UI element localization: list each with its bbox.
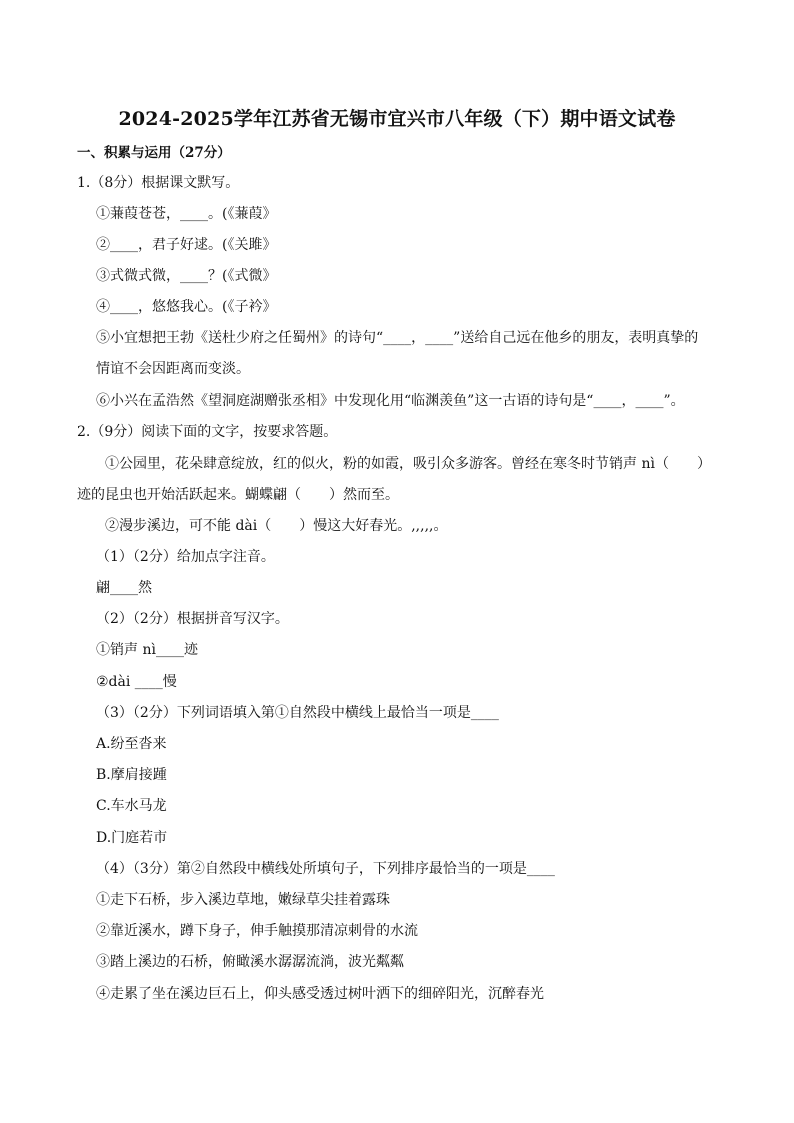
q2-sub-2-b: ②dài ____慢 <box>96 674 177 690</box>
q1-item-5-cont: 情谊不会因距离而变淡。 <box>96 361 250 377</box>
q1-item-6: ⑥小兴在孟浩然《望洞庭湖赠张丞相》中发现化用“临渊羡鱼”这一古语的诗句是“____，____”。 <box>96 393 685 409</box>
q1-item-2: ②____，君子好逑。(《关雎》 <box>96 237 277 253</box>
q1-item-5: ⑤小宜想把王勃《送杜少府之任蜀州》的诗句“____，____”送给自己远在他乡的朋友，表明真挚的 <box>96 330 699 346</box>
q1-item-4: ④____，悠悠我心。(《子衿》 <box>96 299 277 315</box>
q2-sub-1-answer: 翩____然 <box>96 580 152 596</box>
q2-paragraph-2: ②漫步溪边，可不能 dài（ ）慢这大好春光。,,,,,。 <box>105 518 448 534</box>
q2-option-d: D.门庭若市 <box>96 830 168 846</box>
q2-paragraph-1-cont: 迹的昆虫也开始活跃起来。蝴蝶翩（ ）然而至。 <box>77 487 399 503</box>
question-2-stem: 2.（9分）阅读下面的文字，按要求答题。 <box>77 424 338 440</box>
q2-sentence-4: ④走累了坐在溪边巨石上，仰头感受透过树叶洒下的细碎阳光，沉醉春光 <box>96 986 544 1002</box>
q1-item-1: ①蒹葭苍苍，____。(《蒹葭》 <box>96 206 277 222</box>
q2-sub-2: （2）（2分）根据拼音写汉字。 <box>96 611 289 627</box>
q2-option-b: B.摩肩接踵 <box>96 767 167 783</box>
q2-sentence-2: ②靠近溪水，蹲下身子，伸手触摸那清凉刺骨的水流 <box>96 923 418 939</box>
q2-sub-4: （4）（3分）第②自然段中横线处所填句子，下列排序最恰当的一项是____ <box>96 861 555 877</box>
q2-sub-3: （3）（2分）下列词语填入第①自然段中横线上最恰当一项是____ <box>96 705 499 721</box>
q2-sentence-3: ③踏上溪边的石桥，俯瞰溪水潺潺流淌，波光粼粼 <box>96 954 404 970</box>
section-heading: 一、积累与运用（27分） <box>77 145 231 161</box>
q2-option-a: A.纷至沓来 <box>96 736 167 752</box>
q2-sub-1: （1）（2分）给加点字注音。 <box>96 549 275 565</box>
page-title: 2024-2025学年江苏省无锡市宜兴市八年级（下）期中语文试卷 <box>118 108 676 130</box>
q1-item-3: ③式微式微，____？(《式微》 <box>96 268 277 284</box>
q2-sentence-1: ①走下石桥，步入溪边草地，嫩绿草尖挂着露珠 <box>96 892 390 908</box>
q2-option-c: C.车水马龙 <box>96 798 167 814</box>
q2-sub-2-a: ①销声 nì____迹 <box>96 642 198 658</box>
question-1-stem: 1.（8分）根据课文默写。 <box>77 175 240 191</box>
q2-paragraph-1: ①公园里，花朵肆意绽放，红的似火，粉的如霞，吸引众多游客。曾经在寒冬时节销声 nì（ ） <box>105 456 711 472</box>
